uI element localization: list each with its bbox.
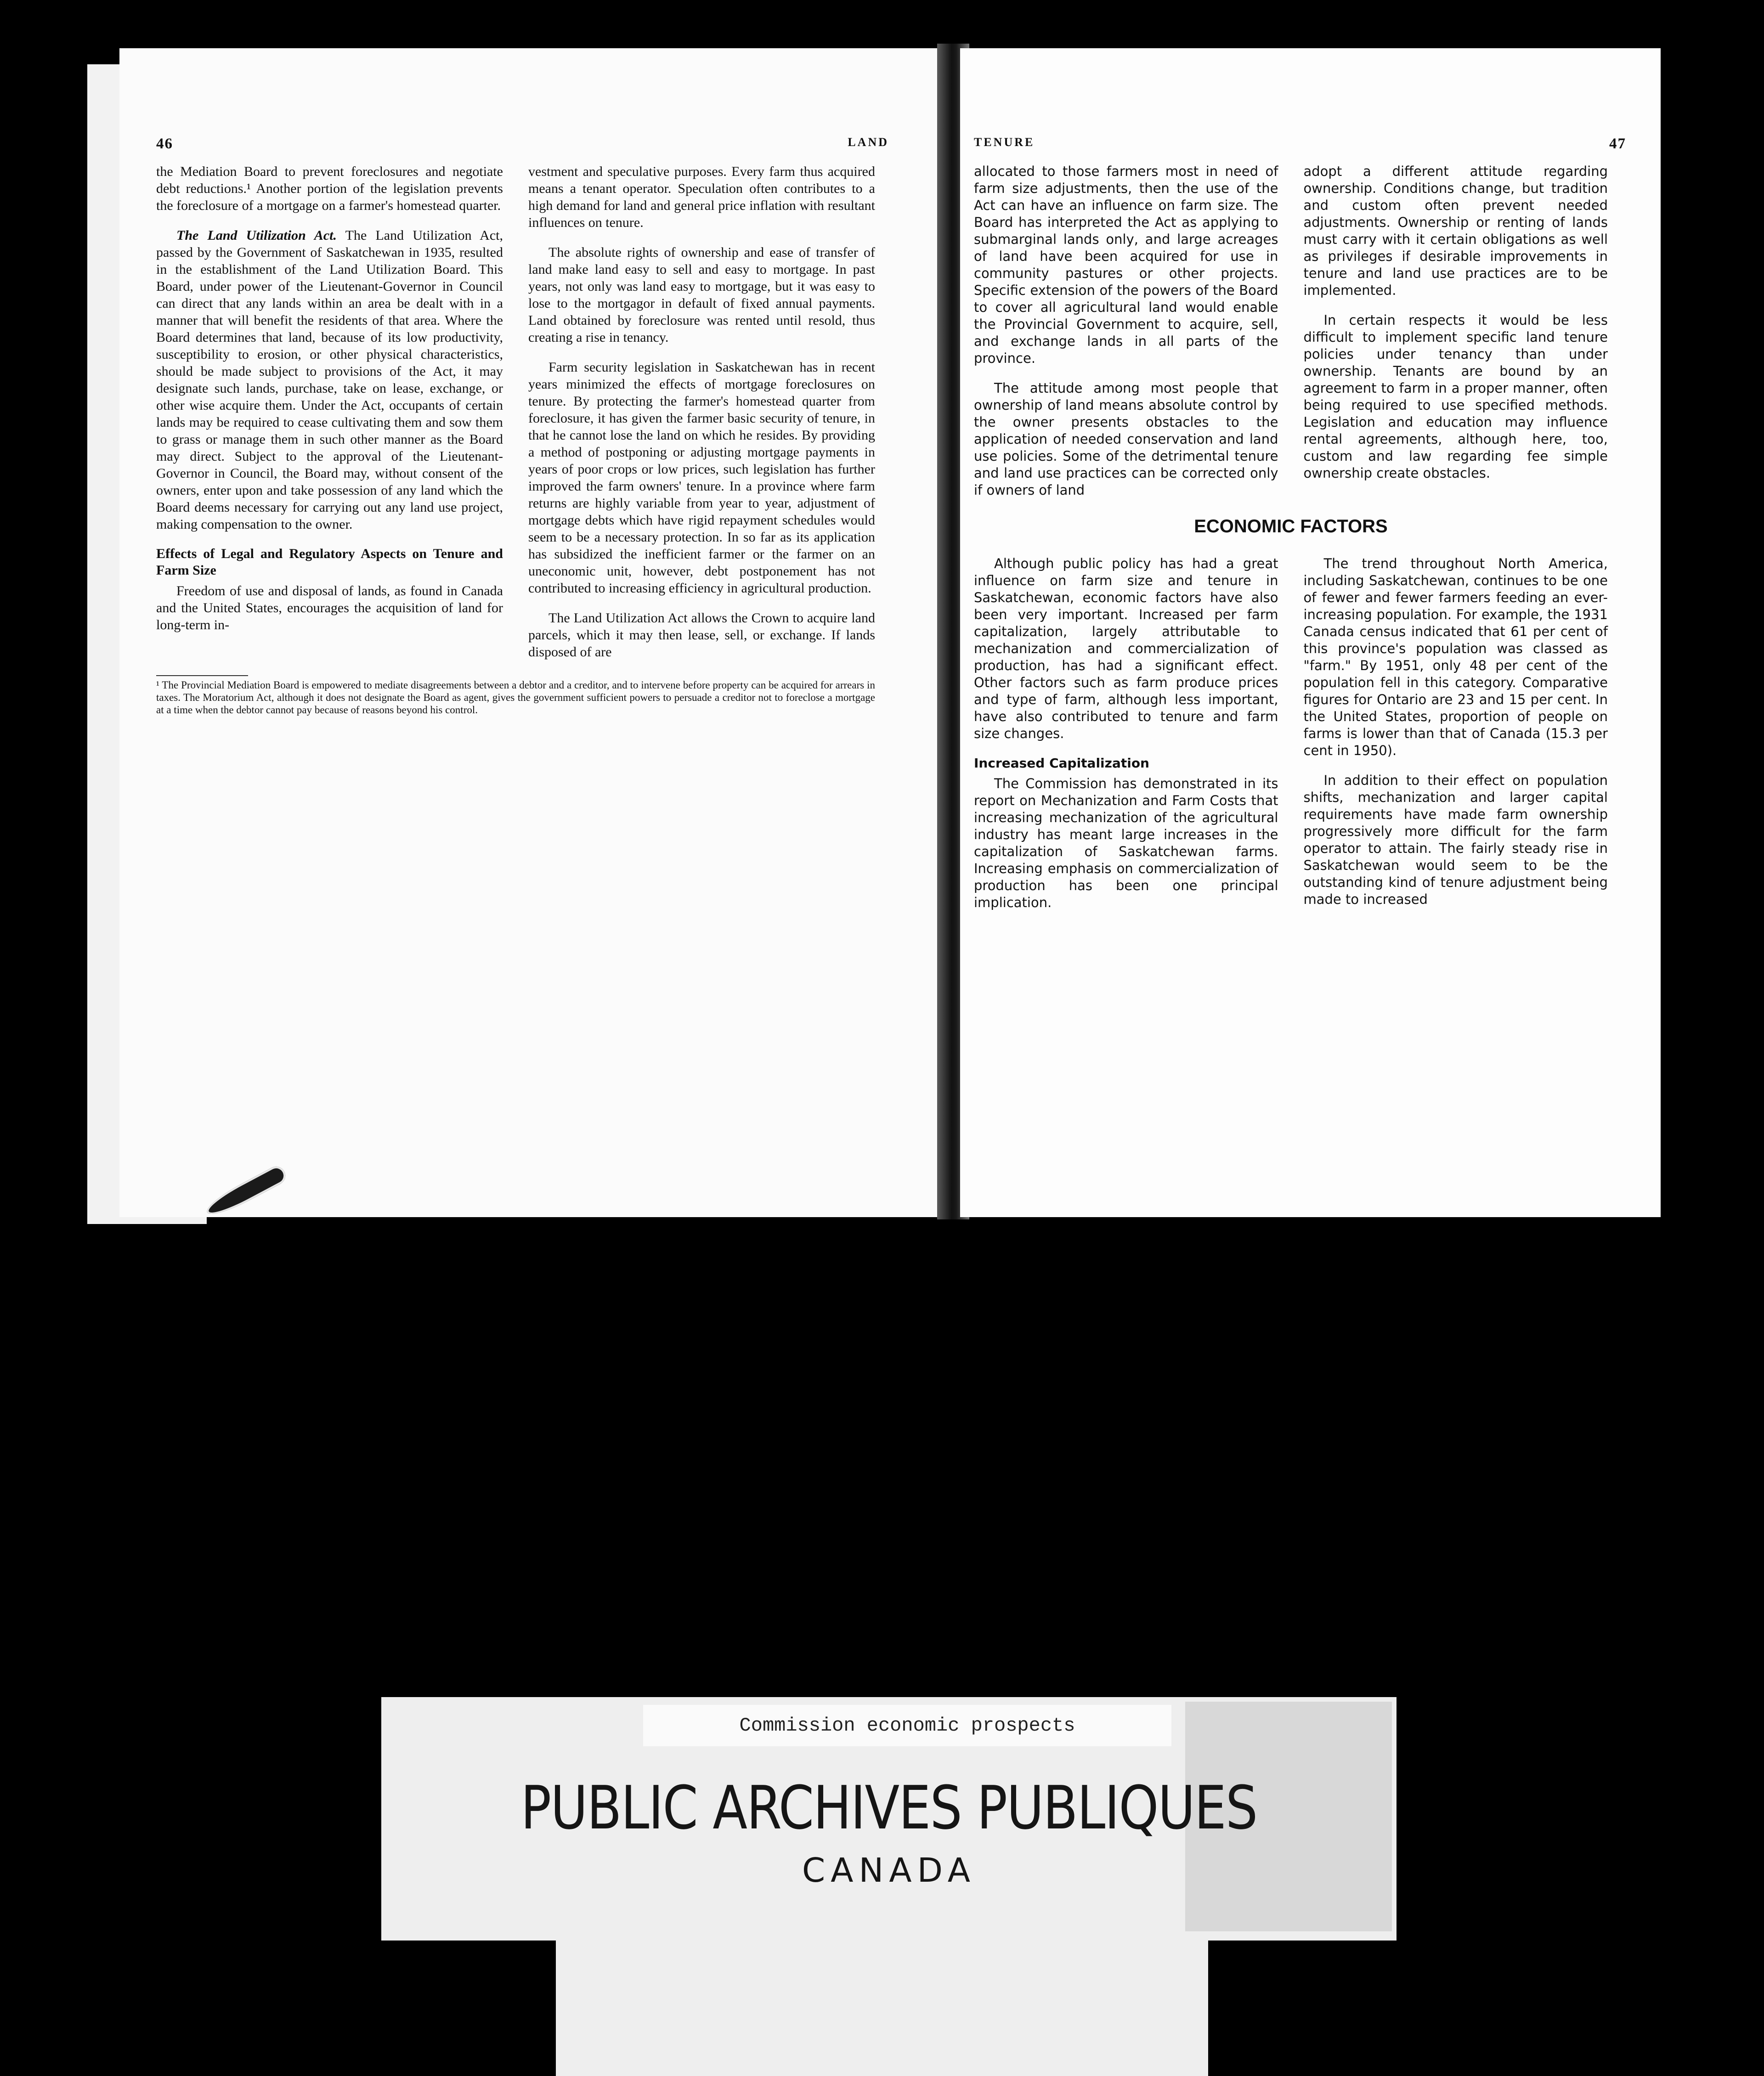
section-heading: Effects of Legal and Regulatory Aspects on Tenure and Farm Size [156,546,503,578]
right-column-3 [974,555,1278,924]
economic-factors-heading: ECONOMIC FACTORS [1194,516,1388,536]
paragraph [156,227,503,533]
paragraph: Farm security legislation in Saskatchewan has in recent years minimized the effects of mortgage foreclosures on tenure. By protecting the farmer's homestead quarter from foreclosure, it has given the farmer basic security of tenure, in that he cannot lose the land on which he resides. By providing a method of postponing or adjusting mortgage payments in years of poor crops or low prices, such legislation has further improved the farm owners' tenure. In a province where farm returns are highly variable from year to year, adjustment of mortgage debts which have rigid repayment schedules would seem to be a necessary protection. In so far as its application has subsidized the inefficient farmer or the farmer on an uneconomic unit, however, debt postponement has not contributed to increasing efficiency in agricultural production. [528,360,875,596]
right-column-1 [974,163,1278,512]
left-running-head [156,135,889,163]
paragraph-text: The Land Utilization Act, passed by the Government of Saskatchewan in 1935, resulted in the establishment of the Land Utilization Board. This Board, under power of the Lieutenant-Governor in Council can direct that any lands within an area be dealt with in a manner that will benefit the residents of that area. Where the Board determines that land, because of its low productivity, susceptibility to erosion, or other physical characteristics, should be made subject to provisions of the Act, it may designate such lands, purchase, take on lease, exchange, or other wise acquire them. Under the Act, occupants of certain lands may be required to cease cultivating them and sow them to grass or manage them in such other manner as the Board may direct. Subject to the approval of the Lieutenant-Governor in Council, the Board may, without consent of the owners, enter upon and take possession of any land which the Board deems necessary for carrying out any land use project, making compensation to the owner. [156,228,503,532]
right-columns-top [974,163,1608,512]
paragraph: Although public policy has had a great influence on farm size and tenure in Saskatchewan, economic factors have also been very important. Increased per farm capitalization, largely attributable to mechanization and commercialization of production, has had a significant effect. Other factors such as farm produce prices and type of farm, although less important, have also contributed to tenure and farm size changes. [974,556,1278,741]
paragraph: The trend throughout North America, including Saskatchewan, continues to be one of fewer and fewer farmers feeding an ever-increasing population. For example, the 1931 Canada census indicated that 61 per cent of this province's population was classed as "farm." By 1951, only 48 per cent of the population fell in this category. Comparative figures for Ontario are 23 and 15 per cent. In the United States, proportion of people on farms is lower than that of Canada (15.3 per cent in 1950). [1303,556,1608,758]
right-column-4 [1304,555,1608,924]
archives-stamp-tab [556,1938,1208,2076]
footnote: ¹ The Provincial Mediation Board is empowered to mediate disagreements between a debtor and a creditor, and to intervene before property can be acquired for arrears in taxes. The Moratorium Act, although it does not designate the Board as agent, gives the government sufficient powers to persuade a creditor not to foreclose a mortgage at a time when the debtor cannot pay because of reasons beyond his control. [156,679,875,716]
paragraph: vestment and speculative purposes. Every farm thus acquired means a tenant operator. Speculation often contributes to a high demand for land and general price inflation with resultant influences on tenure. [528,164,875,230]
left-page-number: 46 [156,135,173,152]
paragraph: In certain respects it would be less difficult to implement specific land tenure policies under tenancy than under ownership. Tenants are bound by an agreement to farm in a proper manner, often being required to use specified methods. Legislation and education may influence rental agreements, although here, too, custom and law regarding fee simple ownership create obstacles. [1303,312,1608,481]
right-page-number: 47 [1609,135,1626,152]
open-book [87,44,1663,1224]
paragraph: The Commission has demonstrated in its report on Mechanization and Farm Costs that increasing mechanization of the agricultural industry has meant large increases in the capitalization of Saskatchewan farms. Increasing emphasis on commercialization of production has been one principal implication. [974,776,1278,910]
left-column-1 [156,163,503,673]
paragraph: In addition to their effect on population shifts, mechanization and larger capital requirements have made farm ownership progressively more difficult for the farm operator to attain. The fairly steady rise in Saskatchewan would seem to be the outstanding kind of tenure adjustment being made to increased [1303,773,1608,907]
right-page [960,48,1661,1217]
left-column-2 [528,163,875,673]
paragraph: the Mediation Board to prevent foreclosures and negotiate debt reductions.¹ Another portion of the legislation prevents the foreclosure of a mortgage on a farmer's homestead quarter. [156,164,503,213]
section-heading: Increased Capitalization [974,756,1149,771]
paragraph: Freedom of use and disposal of lands, as found in Canada and the United States, encourages the acquisition of land for long-term in- [156,583,503,632]
footnote-block [156,675,875,716]
paragraph: The absolute rights of ownership and ease of transfer of land make land easy to sell and easy to mortgage. In past years, not only was land easy to mortgage, but it was easy to lose to the mortgagor in default of fixed annual payments. Land obtained by foreclosure was rented until resold, thus creating a rise in tenancy. [528,245,875,345]
left-page [119,48,951,1217]
right-column-2 [1304,163,1608,512]
footnote-rule [156,675,248,676]
right-running-title: TENURE [974,135,1035,149]
paragraph: The attitude among most people that ownership of land means absolute control by the owner presents obstacles to the application of needed conservation and land use policies. Some of the detrimental tenure and land use practices can be corrected only if owners of land [974,380,1278,498]
right-columns-bottom [974,555,1608,924]
left-running-title: LAND [848,135,889,149]
paragraph: allocated to those farmers most in need of farm size adjustments, then the use of the Act can have an influence on farm size. The Board has interpreted the Act as applying to submarginal lands only, and large acreages of land have been acquired for use in community pastures or other projects. Specific extension of the powers of the Board to cover all agricultural land would enable the Provincial Government to acquire, sell, and exchange lands in all parts of the province. [974,164,1278,366]
paragraph: The Land Utilization Act allows the Crown to acquire land parcels, which it may then lease, sell, or exchange. If lands disposed of are [528,610,875,660]
paragraph: adopt a different attitude regarding ownership. Conditions change, but tradition and custom often prevent needed adjustments. Ownership or renting of lands must carry with it certain obligations as well as privileges if desirable improvements in tenure and land use practices are to be implemented. [1303,164,1608,298]
run-in-heading: The Land Utilization Act. [176,228,337,243]
left-columns [156,163,875,673]
collection-label: Commission economic prospects [643,1705,1171,1746]
archives-subtitle: CANADA [802,1851,976,1890]
right-running-head [974,135,1626,163]
archives-title: PUBLIC ARCHIVES PUBLIQUES [520,1773,1257,1843]
